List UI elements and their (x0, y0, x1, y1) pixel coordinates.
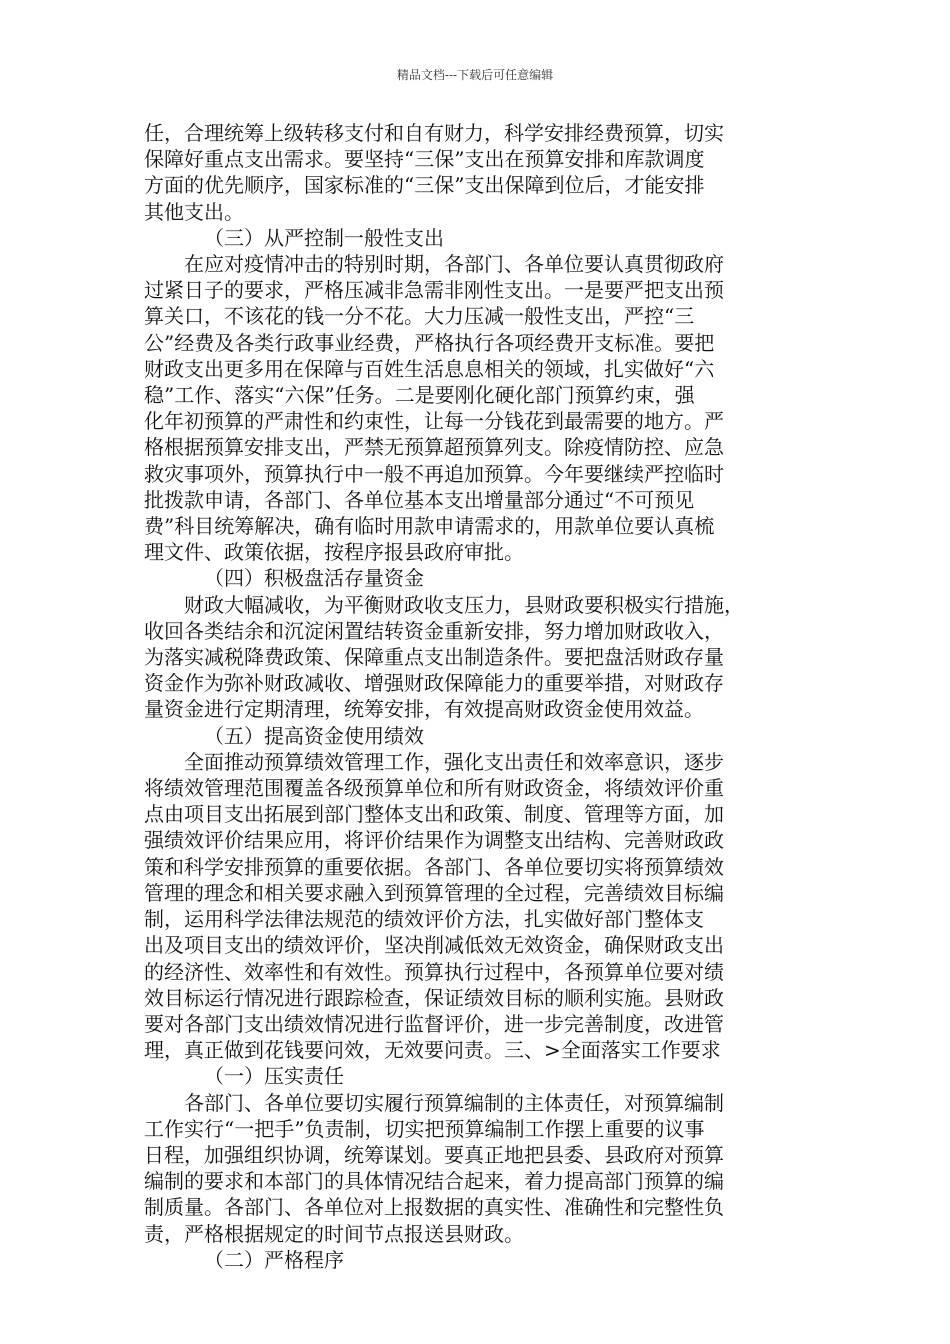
text-line: 工作实行“一把手”负责制，切实把预算编制工作摆上重要的议事 (144, 1116, 705, 1141)
section-heading: （四）积极盘活存量资金 (204, 566, 424, 591)
text-line: 要对各部门支出绩效情况进行监督评价，进一步完善制度，改进管 (144, 1011, 724, 1036)
text-line: 费”科目统筹解决，确有临时用款申请需求的，用款单位要认真梳 (144, 514, 715, 539)
section-heading: （五）提高资金使用绩效 (204, 723, 424, 748)
text-line: 管理的理念和相关要求融入到预算管理的全过程，完善绩效目标编 (144, 880, 724, 905)
text-line: 任，合理统筹上级转移支付和自有财力，科学安排经费预算，切实 (144, 121, 724, 145)
text-line: 化年初预算的严肃性和约束性，让每一分钱花到最需要的地方。严 (144, 409, 724, 434)
text-line: 理，真正做到花钱要问效，无效要问责。三、>全面落实工作要求 (144, 1038, 721, 1063)
text-line: 过紧日子的要求，严格压减非急需非刚性支出。一是要严把支出预 (144, 278, 724, 303)
text-line: 全面推动预算绩效管理工作，强化支出责任和效率意识，逐步 (184, 749, 724, 774)
text-line: 收回各类结余和沉淀闲置结转资金重新安排，努力增加财政收入， (144, 618, 724, 643)
text-line: 强绩效评价结果应用，将评价结果作为调整支出结构、完善财政政 (144, 828, 724, 853)
text-line: 编制的要求和本部门的具体情况结合起来，着力提高部门预算的编 (144, 1169, 724, 1194)
text-line: 的经济性、效率性和有效性。预算执行过程中，各预算单位要对绩 (144, 959, 724, 984)
text-line: 效目标运行情况进行跟踪检查，保证绩效目标的顺利实施。县财政 (144, 985, 724, 1010)
text-line: 格根据预算安排支出，严禁无预算超预算列支。除疫情防控、应急 (144, 435, 724, 460)
text-line: 救灾事项外，预算执行中一般不再追加预算。今年要继续严控临时 (144, 461, 724, 486)
text-line: 方面的优先顺序，国家标准的“三保”支出保障到位后，才能安排 (144, 173, 705, 198)
text-line: 制，运用科学法律法规范的绩效评价方法，扎实做好部门整体支 (144, 907, 704, 932)
text-line: 出及项目支出的绩效评价，坚决削减低效无效资金，确保财政支出 (144, 933, 724, 958)
section-heading: （三）从严控制一般性支出 (204, 225, 444, 250)
text-line: 算关口，不该花的钱一分不花。大力压减一般性支出，严控“三 (144, 304, 695, 329)
text-line: 理文件、政策依据，按程序报县政府审批。 (144, 540, 524, 565)
section-heading: （一）压实责任 (204, 1064, 344, 1089)
text-line: 批拨款申请，各部门、各单位基本支出增量部分通过“不可预见 (144, 487, 695, 512)
text-line: 日程，加强组织协调，统筹谋划。要真正地把县委、县政府对预算 (144, 1142, 724, 1167)
document-body (144, 120, 812, 1273)
text-line: 在应对疫情冲击的特别时期，各部门、各单位要认真贯彻政府 (184, 252, 724, 277)
text-line: 各部门、各单位要切实履行预算编制的主体责任，对预算编制 (184, 1090, 724, 1115)
page-header: 精品文档---下载后可任意编辑 (396, 68, 554, 82)
text-line: 量资金进行定期清理，统筹安排，有效提高财政资金使用效益。 (144, 697, 704, 722)
text-line: 点由项目支出拓展到部门整体支出和政策、制度、管理等方面，加 (144, 802, 724, 827)
text-line: 财政支出更多用在保障与百姓生活息息相关的领域，扎实做好“六 (144, 356, 715, 381)
text-line: 稳”工作、落实“六保”任务。二是要刚化硬化部门预算约束，强 (144, 383, 695, 408)
text-line: 其他支出。 (144, 199, 244, 224)
text-line: 资金作为弥补财政减收、增强财政保障能力的重要举措，对财政存 (144, 671, 724, 696)
text-line: 保障好重点支出需求。要坚持“三保”支出在预算安排和库款调度 (144, 147, 705, 172)
text-line: 财政大幅减收，为平衡财政收支压力，县财政要积极实行措施， (184, 592, 744, 617)
text-line: 责，严格根据规定的时间节点报送县财政。 (144, 1221, 524, 1246)
text-line: 策和科学安排预算的重要依据。各部门、各单位要切实将预算绩效 (144, 854, 724, 879)
text-line: 将绩效管理范围覆盖各级预算单位和所有财政资金，将绩效评价重 (144, 776, 724, 801)
section-heading: （二）严格程序 (204, 1247, 344, 1272)
text-line: 为落实减税降费政策、保障重点支出制造条件。要把盘活财政存量 (144, 645, 724, 670)
text-line: 制质量。各部门、各单位对上报数据的真实性、准确性和完整性负 (144, 1195, 724, 1220)
text-line: 公”经费及各类行政事业经费，严格执行各项经费开支标准。要把 (144, 330, 715, 355)
